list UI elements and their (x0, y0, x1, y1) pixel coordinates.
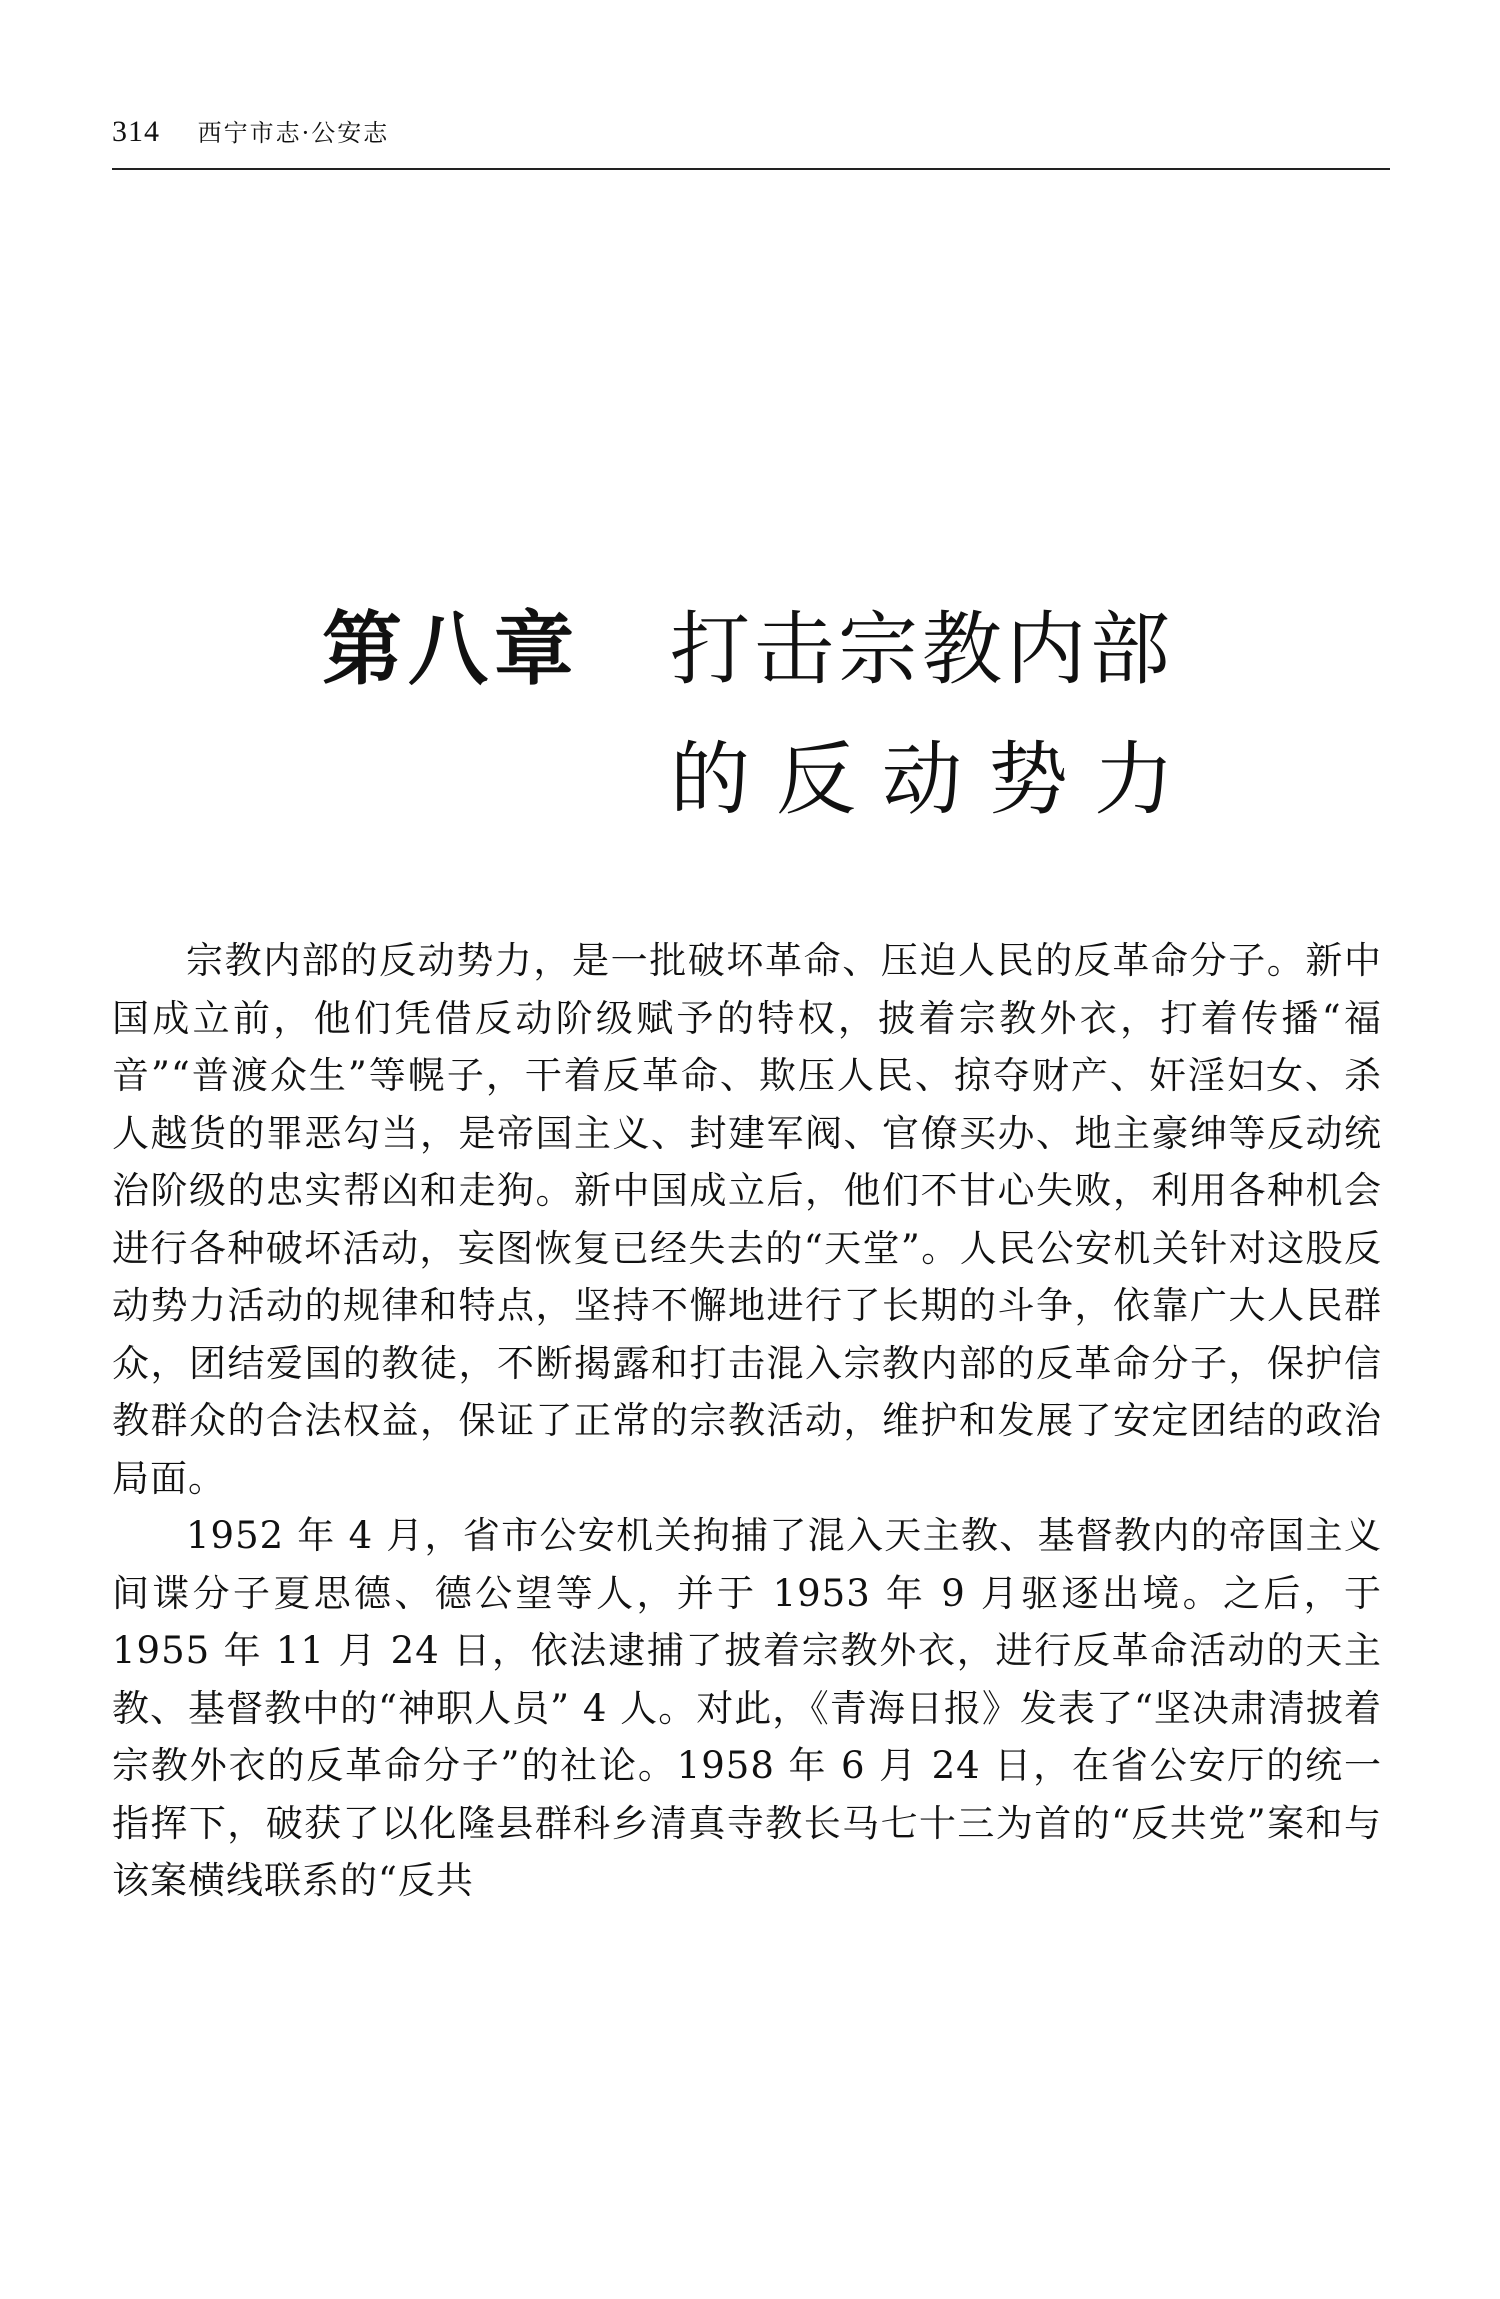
chapter-title-line-2: 的反动势力 (670, 733, 1200, 826)
body-text (112, 932, 1382, 1910)
running-header (112, 112, 1390, 170)
page-number: 314 (112, 115, 160, 148)
chapter-heading (0, 600, 1500, 860)
paragraph-intro: 宗教内部的反动势力，是一批破坏革命、压迫人民的反革命分子。新中国成立前，他们凭借反动阶级赋予的特权，披着宗教外衣，打着传播“福音”“普渡众生”等幌子，干着反革命、欺压人民、掠夺财产、奸淫妇女、杀人越货的罪恶勾当，是帝国主义、封建军阀、官僚买办、地主豪绅等反动统治阶级的忠实帮凶和走狗。新中国成立后，他们不甘心失败，利用各种机会进行各种破坏活动，妄图恢复已经失去的“天堂”。人民公安机关针对这股反动势力活动的规律和特点，坚持不懈地进行了长期的斗争，依靠广大人民群众，团结爱国的教徒，不断揭露和打击混入宗教内部的反革命分子，保护信教群众的合法权益，保证了正常的宗教活动，维护和发展了安定团结的政治局面。 (112, 939, 1382, 1500)
chapter-title-line-1: 打击宗教内部 (670, 603, 1174, 696)
book-title: 西宁市志·公安志 (197, 119, 390, 147)
paragraph-1952: 1952 年 4 月，省市公安机关拘捕了混入天主教、基督教内的帝国主义间谍分子夏思德、德公望等人，并于 1953 年 9 月驱逐出境。之后，于 1955 年 11 月 24 日，依法逮捕了披着宗教外衣，进行反革命活动的天主教、基督教中的“神职人员” 4 人。对此，《青海日报》发表了“坚决肃清披着宗教外衣的反革命分子”的社论。1958 年 6 月 24 日，在省公安厅的统一指挥下，破获了以化隆县群科乡清真寺教长马七十三为首的“反共党”案和与该案横线联系的“反共 (112, 1514, 1382, 1902)
chapter-number: 第八章 (322, 603, 580, 696)
